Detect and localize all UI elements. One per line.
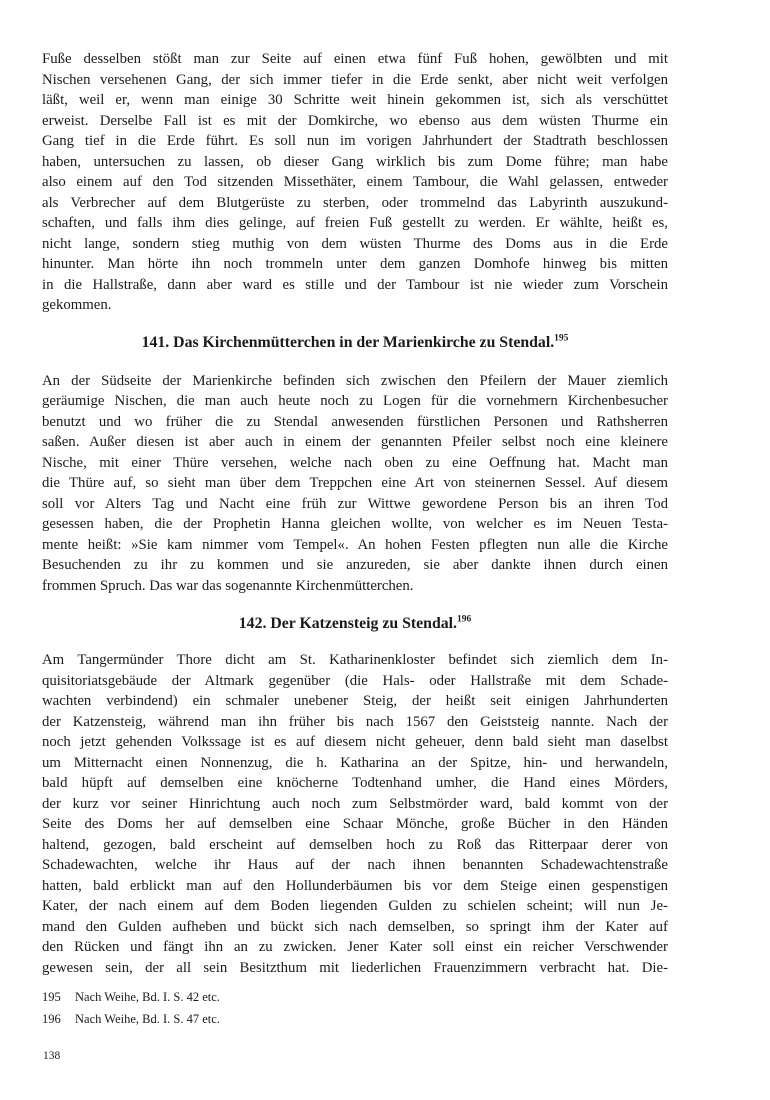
text-line: benutzt und wo früher die zu Stendal anwesenden fürstlichen Personen und Rathsherren: [42, 413, 668, 430]
text-line: Gang tief in die Erde führt. Es soll nun im vorigen Jahrhundert der Stadtrath beschlossen: [42, 133, 668, 149]
text-line: mente heißt: »Sie kam nimmer vom Tempel«. An hohen Festen pflegten nun alle die Kirche: [42, 536, 668, 553]
section-141-paragraph: [42, 371, 668, 597]
text-line: bald hüpft auf demselben eine knöcherne Todtenhand umher, die Hand eines Mörders,: [42, 775, 668, 791]
text-line: quisitoriatsgebäude der Altmark gegenüber (die Hals- oder Hallstraße mit dem Schade-: [42, 672, 668, 689]
text-line: also einem auf den Tod sitzenden Missethäter, einem Tambour, die Wahl gelassen, entweder: [42, 174, 668, 190]
text-line: Seite des Doms her auf demselben eine Schaar Mönche, große Bücher in den Händen: [42, 816, 668, 832]
page-number: 138: [43, 1050, 61, 1062]
text-line: um Mitternacht einen Nonnenzug, die h. Katharina an der Spitze, hin- und herwandeln,: [42, 754, 668, 771]
text-line: wachten verbindend) ein schmaler unebener Steig, der heißt seit einigen Jahrhunderten: [42, 693, 668, 709]
text-line: mand den Gulden aufheben und bückt sich nach demselben, so springt ihm der Kater auf: [42, 918, 668, 935]
footnotes: [42, 986, 668, 1030]
text-line: saßen. Außer diesen ist aber auch in einem der genannten Pfeiler selbst noch eine kleinere: [42, 434, 668, 450]
text-line: nicht lange, sondern stieg muthig von dem wüsten Thurme des Doms aus in die Erde: [42, 235, 668, 252]
text-line: schaften, und falls ihm dies gelinge, auf freien Fuß gestellt zu werden. Er wählte, heißt es,: [42, 215, 668, 231]
text-line: Fuße desselben stößt man zur Seite auf einen etwa fünf Fuß hohen, gewölbten und mit: [42, 51, 668, 67]
text-line: läßt, weil er, wenn man einige 30 Schritte weit hinein gekommen ist, sich als verschüttet: [42, 92, 668, 108]
text-line: der Katzensteig, während man ihn früher bis nach 1567 den Geiststeig nannte. Nach der: [42, 713, 668, 730]
text-line: An der Südseite der Marienkirche befinden sich zwischen den Pfeilern der Mauer ziemlich: [42, 372, 668, 389]
text-line: geräumige Nischen, die man auch heute noch zu Logen für die vornehmern Kirchenbesucher: [42, 393, 668, 409]
text-line: haben, untersuchen zu lassen, ob dieser Gang wirklich bis zum Dome führe; man habe: [42, 153, 668, 170]
body-text: [42, 49, 668, 978]
footnote-text: Nach Weihe, Bd. I. S. 47 etc.: [75, 1012, 220, 1026]
text-line: gesessen haben, die der Prophetin Hanna gleichen wollte, von welcher es im Neuen Testa-: [42, 516, 668, 532]
section-142-title: 142. Der Katzensteig zu Stendal.: [238, 615, 457, 632]
section-heading-142: [42, 613, 668, 635]
text-line: den Rücken und fängt ihn an zu zwicken. Jener Kater soll einst ein reicher Verschwender: [42, 939, 668, 955]
text-line: frommen Spruch. Das war das sogenannte Kirchenmütterchen.: [42, 577, 414, 594]
section-heading-141: [42, 332, 668, 354]
footnote: [42, 986, 668, 1008]
text-line: Besuchenden zu ihr zu kommen und sie anzureden, sie aber dankte ihnen durch einen: [42, 557, 668, 573]
text-line: Kater, der nach einem auf dem Boden liegenden Gulden zu schielen scheint; will nun Je-: [42, 898, 668, 914]
text-line: die Thüre auf, so sieht man über dem Treppchen eine Art von steinernen Sessel. Auf diesem: [42, 475, 668, 491]
footnote-ref-195: 195: [554, 333, 569, 344]
text-line: Am Tangermünder Thore dicht am St. Katharinenkloster befindet sich ziemlich dem In-: [42, 652, 668, 668]
footnote: [42, 1008, 668, 1030]
text-line: Schadewachten, welche ihr Haus auf der nach ihnen benannten Schadewachtenstraße: [42, 857, 668, 873]
footnote-text: Nach Weihe, Bd. I. S. 42 etc.: [75, 990, 220, 1004]
footnote-number: 196: [42, 1012, 61, 1026]
section-142-paragraph: [42, 650, 668, 978]
text-line: hatten, bald erblickt man auf den Hollunderbäumen bis vor dem Steige einen gespenstigen: [42, 877, 668, 894]
text-line: gekommen.: [42, 297, 112, 313]
text-line: der kurz vor seiner Hinrichtung auch noch zum Selbstmörder ward, bald kommt von der: [42, 795, 668, 812]
text-line: Nische, mit einer Thüre versehen, welche nach oben zu eine Oeffnung hat. Macht man: [42, 454, 668, 471]
text-line: noch jetzt gehenden Volkssage ist es auf diesem nicht geheuer, denn bald sieht man daselbst: [42, 734, 668, 750]
text-line: Nischen versehenen Gang, der sich immer tiefer in die Erde senkt, aber nicht weit verfolgen: [42, 71, 668, 88]
footnote-number: 195: [42, 990, 61, 1004]
opening-paragraph: [42, 49, 668, 316]
text-line: gewesen sein, der all sein Besitzthum mit liederlichen Frauenzimmern verbracht hat. Die-: [42, 959, 668, 976]
text-line: hinunter. Man hörte ihn noch trommeln unter dem ganzen Domhofe hinweg bis mitten: [42, 256, 668, 272]
footnote-ref-196: 196: [456, 614, 472, 625]
section-141-title: 141. Das Kirchenmütterchen in der Marienkirche zu Stendal.: [141, 333, 555, 351]
text-line: als Verbrecher auf dem Blutgerüste zu sterben, oder trommelnd das Labyrinth auszukund-: [42, 194, 668, 211]
text-line: in die Hallstraße, dann aber ward es stille und der Tambour ist nie wieder zum Vorschein: [42, 276, 668, 293]
text-line: haltend, gezogen, bald erscheint auf demselben hoch zu Roß das Ritterpaar derer von: [42, 836, 668, 853]
text-line: erweist. Derselbe Fall ist es mit der Domkirche, wo ebenso aus dem wüsten Thurme ein: [42, 112, 668, 129]
text-line: soll vor Alters Tag und Nacht eine früh zur Wittwe gewordene Person bis an ihren Tod: [42, 495, 668, 512]
